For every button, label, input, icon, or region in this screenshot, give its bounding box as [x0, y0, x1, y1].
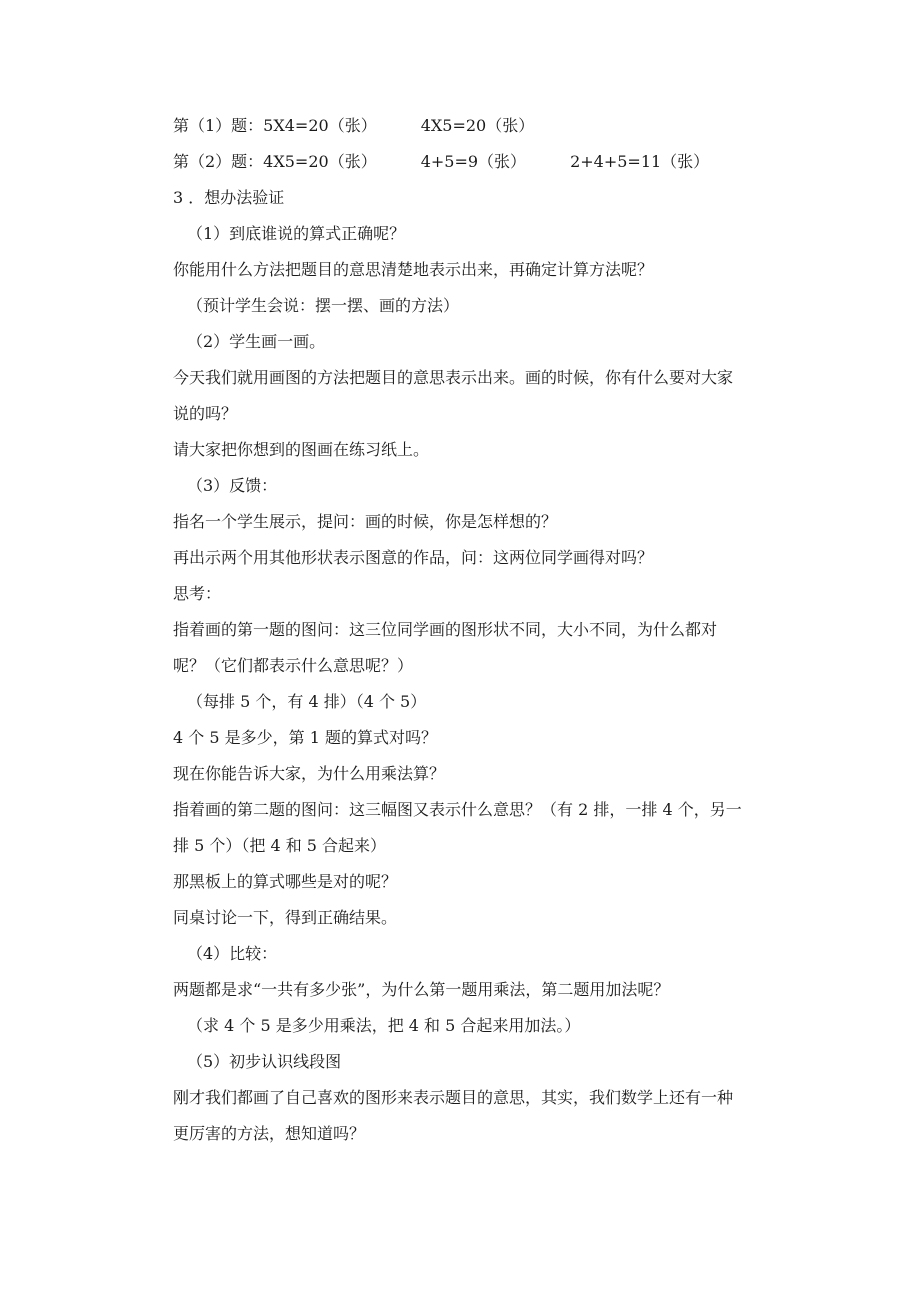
paragraph-line: 现在你能告诉大家，为什么用乘法算？ — [173, 764, 446, 783]
paragraph-line: 今天我们就用画图的方法把题目的意思表示出来。画的时候，你有什么要对大家 — [173, 368, 734, 387]
equation-line-q1 — [173, 116, 534, 136]
equation-line-q2 — [173, 152, 709, 172]
paragraph-line: 再出示两个用其他形状表示图意的作品，问：这两位同学画得对吗？ — [173, 548, 654, 567]
subheading-1: （1）到底谁说的算式正确呢？ — [187, 224, 406, 243]
paragraph-line: 那黑板上的算式哪些是对的呢？ — [173, 872, 398, 891]
paragraph-line: 同桌讨论一下，得到正确结果。 — [173, 908, 398, 927]
paragraph-line: 指名一个学生展示，提问：画的时候，你是怎样想的？ — [173, 512, 558, 531]
paragraph-line: 说的吗？ — [173, 404, 238, 423]
paragraph-line: 4 个 5 是多少，第 1 题的算式对吗？ — [173, 728, 437, 747]
paragraph-line: 排 5 个）（把 4 和 5 合起来） — [173, 836, 387, 855]
subheading-4: （4）比较： — [187, 944, 278, 963]
subheading-5: （5）初步认识线段图 — [187, 1052, 342, 1071]
equation-q2-b: 4+5=9（张） — [420, 152, 527, 171]
subheading-3: （3）反馈： — [187, 476, 278, 495]
equation-q2-c: 2+4+5=11（张） — [570, 152, 710, 171]
paragraph-line: 呢？（它们都表示什么意思呢？） — [173, 656, 414, 675]
paragraph-line: 你能用什么方法把题目的意思清楚地表示出来，再确定计算方法呢？ — [173, 260, 654, 279]
paragraph-line: 更厉害的方法，想知道吗？ — [173, 1124, 366, 1143]
paragraph-line: 刚才我们都画了自己喜欢的图形来表示题目的意思，其实，我们数学上还有一种 — [173, 1088, 734, 1107]
section-heading: 3 ．想办法验证 — [173, 188, 285, 207]
paragraph-line: 指着画的第二题的图问：这三幅图又表示什么意思？（有 2 排，一排 4 个，另一 — [173, 800, 742, 819]
subheading-2: （2）学生画一画。 — [187, 332, 326, 351]
paragraph-line: 两题都是求“一共有多少张”，为什么第一题用乘法，第二题用加法呢？ — [173, 980, 670, 999]
equation-q2-a: 第（2）题：4X5=20（张） — [173, 152, 377, 171]
paragraph-line: （预计学生会说：摆一摆、画的方法） — [187, 296, 460, 315]
equation-q1-a: 第（1）题：5X4=20（张） — [173, 116, 377, 135]
paragraph-line: 思考： — [173, 584, 222, 603]
paragraph-line: （每排 5 个，有 4 排）（4 个 5） — [187, 692, 427, 711]
paragraph-line: （求 4 个 5 是多少用乘法，把 4 和 5 合起来用加法。） — [187, 1016, 581, 1035]
paragraph-line: 指着画的第一题的图问：这三位同学画的图形状不同，大小不同，为什么都对 — [173, 620, 718, 639]
equation-q1-b: 4X5=20（张） — [420, 116, 535, 135]
paragraph-line: 请大家把你想到的图画在练习纸上。 — [173, 440, 430, 459]
